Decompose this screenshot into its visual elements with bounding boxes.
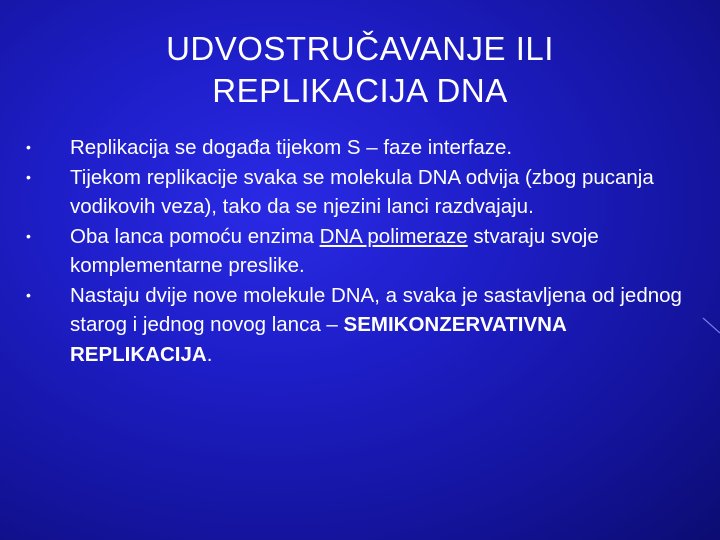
bullet-item-1	[26, 133, 691, 163]
slide-title-line-1: UDVOSTRUČAVANJE ILI	[166, 30, 554, 67]
dna-polymerase-link[interactable]: DNA polimeraze	[319, 224, 468, 248]
bullet-text: Replikacija se događa tijekom S – faze interfaze.	[70, 136, 513, 159]
bullet-text-end: stvaraju svoje komplementarne preslike.	[70, 224, 599, 277]
bullet-emphasis: SEMIKONZERVATIVNA REPLIKACIJA	[70, 313, 567, 366]
bullet-dot: •	[26, 227, 31, 244]
slide-title-line-2: REPLIKACIJA DNA	[212, 72, 508, 109]
bullet-item-3	[26, 222, 691, 281]
bullet-dot: •	[26, 168, 31, 185]
bullet-text-end: .	[206, 342, 213, 366]
bullet-item-4	[26, 281, 691, 370]
bullet-dot: •	[26, 139, 31, 155]
slide-title	[60, 28, 660, 112]
bullet-text: Tijekom replikacije svaka se molekula DNA odvija (zbog pucanja vodikovih veza), tako da se njezini lanci razdvajaju.	[70, 165, 654, 218]
bullet-text-start: Nastaju dvije nove molekule DNA, a svaka je sastavljena od jednog starog i jednog novog lanca –	[70, 283, 682, 336]
bullet-list	[26, 133, 691, 369]
bullet-item-2	[26, 163, 691, 222]
bullet-dot: •	[26, 286, 31, 303]
bullet-text-start: Oba lanca pomoću enzima	[70, 224, 320, 248]
